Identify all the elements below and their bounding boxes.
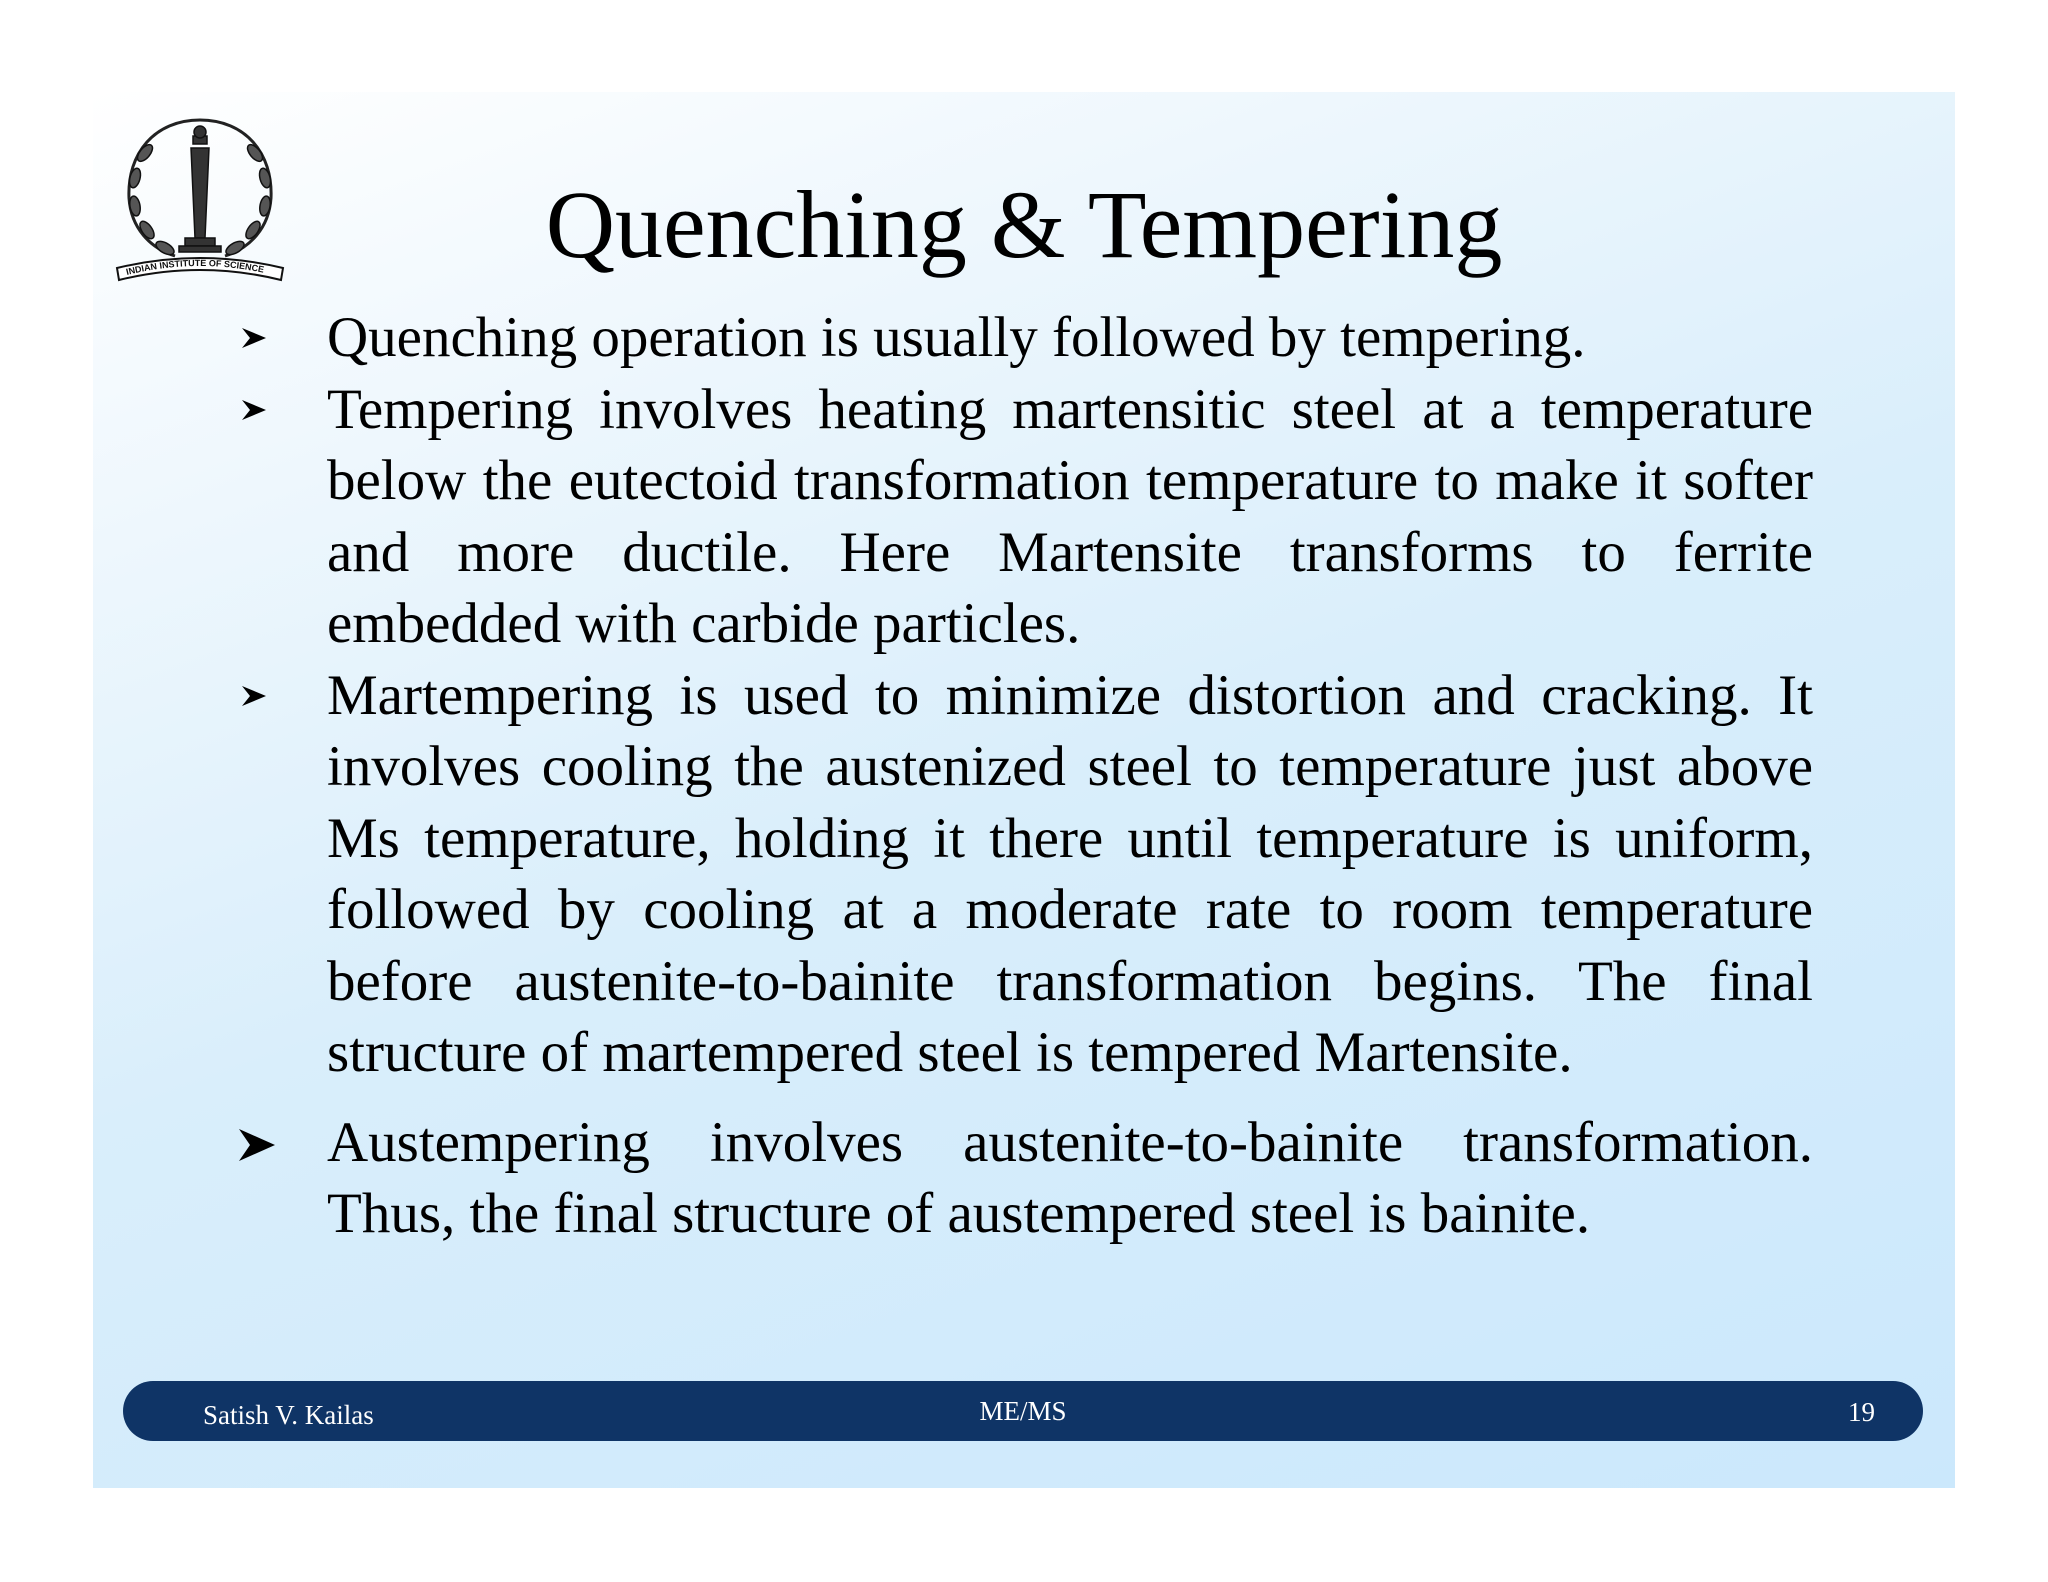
arrowhead-bullet-icon	[233, 1107, 293, 1167]
bullet-text: Tempering involves heating martensitic steel at a temperature below the eutectoid transformation temperature to make it softer and more ductile. Here Martensite transforms to ferrite embedded with carbide particles.	[327, 377, 1813, 655]
bullet-text: Martempering is used to minimize distortion and cracking. It involves cooling the austenized steel to temperature just above Ms temperature, holding it there until temperature is uniform, followed by cooling at a moderate rate to room temperature before austenite-to-bainite transformation begins. The final structure of martempered steel is tempered Martensite.	[327, 663, 1813, 1084]
list-item	[233, 374, 1813, 660]
list-item	[233, 302, 1813, 374]
arrowhead-bullet-icon	[233, 660, 293, 720]
logo-banner-text: INDIAN INSTITUTE OF SCIENCE	[125, 257, 265, 277]
slide	[93, 92, 1955, 1488]
bullet-text: Quenching operation is usually followed by tempering.	[327, 306, 1586, 369]
page-number: 19	[1848, 1397, 1875, 1427]
arrowhead-bullet-icon	[233, 374, 293, 434]
slide-title: Quenching & Tempering	[545, 171, 1503, 278]
bullet-text: Austempering involves austenite-to-bainite transformation. Thus, the final structure of austempered steel is bainite.	[327, 1110, 1813, 1245]
footer-author: Satish V. Kailas	[203, 1400, 374, 1430]
footer-course: ME/MS	[979, 1396, 1067, 1426]
footer-bar	[123, 1381, 1923, 1441]
list-item	[233, 660, 1813, 1089]
arrowhead-bullet-icon	[233, 302, 293, 362]
list-item	[233, 1107, 1813, 1250]
bullet-list	[233, 302, 1813, 1250]
